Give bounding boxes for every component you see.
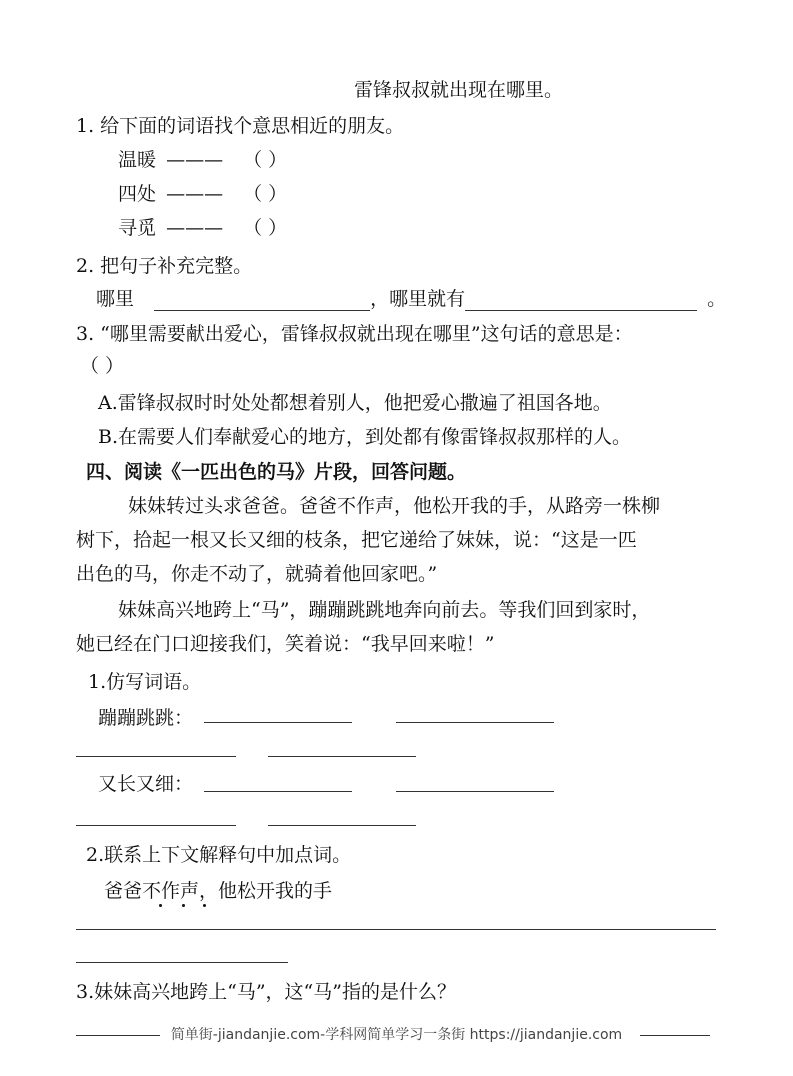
q1-answer-paren[interactable]: （ ） (243, 217, 288, 239)
answer-line[interactable] (396, 791, 554, 792)
q1-word: 四处 (118, 183, 157, 205)
sub2-title: 2.联系上下文解释句中加点词。 (86, 844, 352, 866)
q2-part2: ，哪里就有 (370, 288, 466, 310)
q3-option-b: B.在需要人们奉献爱心的地方，到处都有像雷锋叔叔那样的人。 (98, 426, 632, 448)
emphasis-dot (203, 904, 206, 907)
section4-heading: 四、阅读《一匹出色的马》片段，回答问题。 (86, 461, 467, 483)
emphasis-dot (182, 904, 185, 907)
passage-line: 妹妹高兴地跨上“马”，蹦蹦跳跳地奔向前去。等我们回到家时， (118, 599, 651, 621)
answer-line[interactable] (204, 791, 352, 792)
passage-line: 出色的马，你走不动了，就骑着他回家吧。” (76, 563, 438, 585)
q2-title: 2. 把句子补充完整。 (76, 255, 253, 277)
q1-word: 温暖 (118, 149, 157, 171)
answer-line[interactable] (268, 756, 416, 757)
sub3-title: 3.妹妹高兴地跨上“马”，这“马”指的是什么？ (76, 981, 456, 1003)
passage-line: 树下，拾起一根又长又细的枝条，把它递给了妹妹，说：“这是一匹 (76, 529, 637, 551)
q1-title: 1. 给下面的词语找个意思相近的朋友。 (76, 115, 405, 137)
passage-line: 妹妹转过头求爸爸。爸爸不作声，他松开我的手，从路旁一株柳 (128, 495, 661, 517)
q2-part1: 哪里 (96, 288, 135, 310)
q1-dash: ——— (166, 217, 224, 239)
q3-answer-paren[interactable]: （ ） (80, 355, 125, 377)
q2-end: 。 (707, 288, 727, 310)
q1-item (118, 216, 287, 240)
sub1-title: 1.仿写词语。 (88, 671, 202, 693)
q1-answer-paren[interactable]: （ ） (243, 183, 288, 205)
q1-answer-paren[interactable]: （ ） (243, 149, 288, 171)
answer-line[interactable] (76, 962, 288, 963)
sub1-word-2: 又长又细： (98, 773, 194, 795)
answer-line[interactable] (204, 722, 352, 723)
emphasis-dot (159, 904, 162, 907)
answer-line[interactable] (76, 825, 236, 826)
q1-dash: ——— (166, 183, 224, 205)
q1-item (118, 148, 287, 172)
intro-tail-line: 雷锋叔叔就出现在哪里。 (354, 79, 564, 101)
q3-title: 3. “哪里需要献出爱心，雷锋叔叔就出现在哪里”这句话的意思是： (76, 323, 633, 345)
q2-blank-1[interactable] (154, 292, 370, 311)
q2-sentence (96, 287, 726, 311)
answer-line[interactable] (268, 825, 416, 826)
passage-line: 她已经在门口迎接我们，笑着说：“我早回来啦！” (76, 633, 495, 655)
sub2-sentence: 爸爸不作声，他松开我的手 (104, 880, 333, 902)
answer-line[interactable] (396, 722, 554, 723)
q3-option-a: A.雷锋叔叔时时处处都想着别人，他把爱心撒遍了祖国各地。 (98, 392, 612, 414)
q1-item (118, 182, 287, 206)
answer-line[interactable] (76, 929, 716, 930)
footer-watermark: 简单街-jiandanjie.com-学科网简单学习一条街 https://jiandanjie.com (170, 1027, 623, 1043)
q2-blank-2[interactable] (465, 292, 697, 311)
q1-dash: ——— (166, 149, 224, 171)
answer-line[interactable] (76, 756, 236, 757)
q1-word: 寻觅 (118, 217, 157, 239)
sub1-word-1: 蹦蹦跳跳： (98, 707, 194, 729)
